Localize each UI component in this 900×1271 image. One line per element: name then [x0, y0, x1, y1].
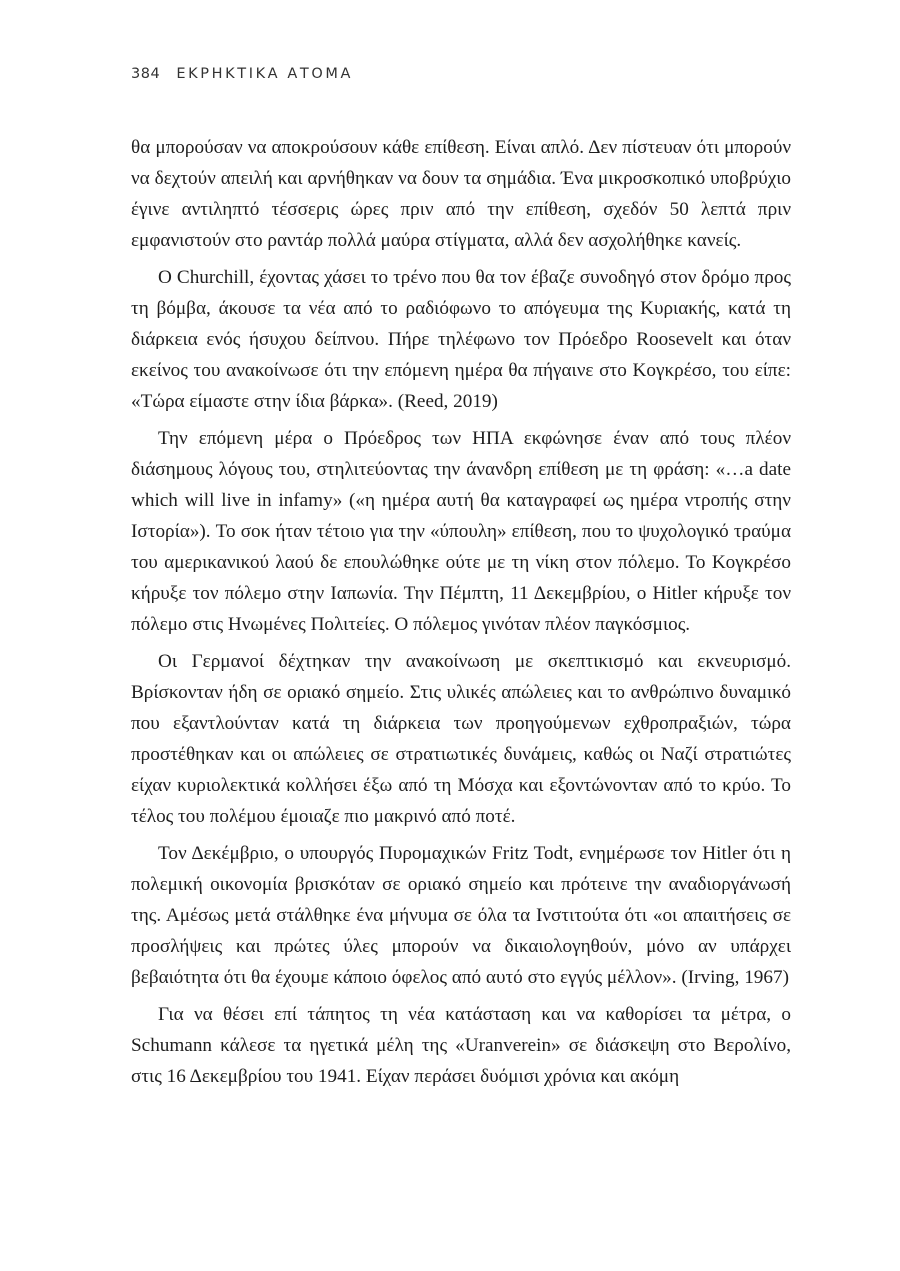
paragraph-4: Οι Γερμανοί δέχτηκαν την ανακοίνωση με σκεπτικισμό και εκνευρισμό. Βρίσκονταν ήδη σε οριακό σημείο. Στις υλικές απώλειες και το ανθρώπινο δυναμικό που εξαντλούνταν κατά τη διάρκεια των προηγούμενων εχθροπραξιών, τώρα προστέθηκαν και οι απώλειες σε στρατιωτικές δυνάμεις, καθώς οι Ναζί στρατιώτες είχαν κυριολεκτικά κολλήσει έξω από τη Μόσχα και εξοντώνονταν από το κρύο. Το τέλος του πολέμου έμοιαζε πιο μακρινό από ποτέ.: [131, 651, 791, 827]
body-text: [131, 132, 791, 1092]
paragraph-5: Τον Δεκέμβριο, ο υπουργός Πυρομαχικών Fritz Todt, ενημέρωσε τον Hitler ότι η πολεμική οικονομία βρισκόταν σε οριακό σημείο και πρότεινε την αναδιοργάνωσή της. Αμέσως μετά στάλθηκε ένα μήνυμα σε όλα τα Ινστιτούτα ότι «οι απαιτήσεις σε προσλήψεις και πρώτες ύλες μπορούν να δικαιολογηθούν, μόνο αν υπάρχει βεβαιότητα ότι θα έχουμε κάποιο όφελος από αυτό στο εγγύς μέλλον». (Irving, 1967): [131, 843, 791, 988]
paragraph-2: Ο Churchill, έχοντας χάσει το τρένο που θα τον έβαζε συνοδηγό στον δρόμο προς τη βόμβα, άκουσε τα νέα από το ραδιόφωνο το απόγευμα της Κυριακής, κατά τη διάρκεια ενός ήσυχου δείπνου. Πήρε τηλέφωνο τον Πρόεδρο Roosevelt και όταν εκείνος του ανακοίνωσε ότι την επόμενη ημέρα θα πήγαινε στο Κογκρέσο, του είπε: «Τώρα είμαστε στην ίδια βάρκα». (Reed, 2019): [131, 267, 791, 412]
book-title: ΕΚΡΗΚΤΙΚΑ ΑΤΟΜΑ: [176, 66, 354, 82]
running-header: [131, 66, 353, 82]
paragraph-6: Για να θέσει επί τάπητος τη νέα κατάσταση και να καθορίσει τα μέτρα, ο Schumann κάλεσε τα ηγετικά μέλη της «Uranverein» σε διάσκεψη στο Βερολίνο, στις 16 Δεκεμβρίου του 1941. Είχαν περάσει δυόμισι χρόνια και ακόμη: [131, 1004, 791, 1087]
page-number: 384: [131, 66, 161, 82]
paragraph-1: θα μπορούσαν να αποκρούσουν κάθε επίθεση. Είναι απλό. Δεν πίστευαν ότι μπορούν να δεχτούν απειλή και αρνήθηκαν να δουν τα σημάδια. Ένα μικροσκοπικό υποβρύχιο έγινε αντιληπτό τέσσερις ώρες πριν από την επίθεση, σχεδόν 50 λεπτά πριν εμφανιστούν στο ραντάρ πολλά μαύρα στίγματα, αλλά δεν ασχολήθηκε κανείς.: [131, 137, 791, 251]
paragraph-3: Την επόμενη μέρα ο Πρόεδρος των ΗΠΑ εκφώνησε έναν από τους πλέον διάσημους λόγους του, στηλιτεύοντας την άνανδρη επίθεση με τη φράση: «…a date which will live in infamy» («η ημέρα αυτή θα καταγραφεί ως ημέρα ντροπής στην Ιστορία»). Το σοκ ήταν τέτοιο για την «ύπουλη» επίθεση, που το ψυχολογικό τραύμα του αμερικανικού λαού δε επουλώθηκε ούτε με τη νίκη στον πόλεμο. Το Κογκρέσο κήρυξε τον πόλεμο στην Ιαπωνία. Την Πέμπτη, 11 Δεκεμβρίου, ο Hitler κήρυξε τον πόλεμο στις Ηνωμένες Πολιτείες. Ο πόλεμος γινόταν πλέον παγκόσμιος.: [131, 428, 791, 635]
